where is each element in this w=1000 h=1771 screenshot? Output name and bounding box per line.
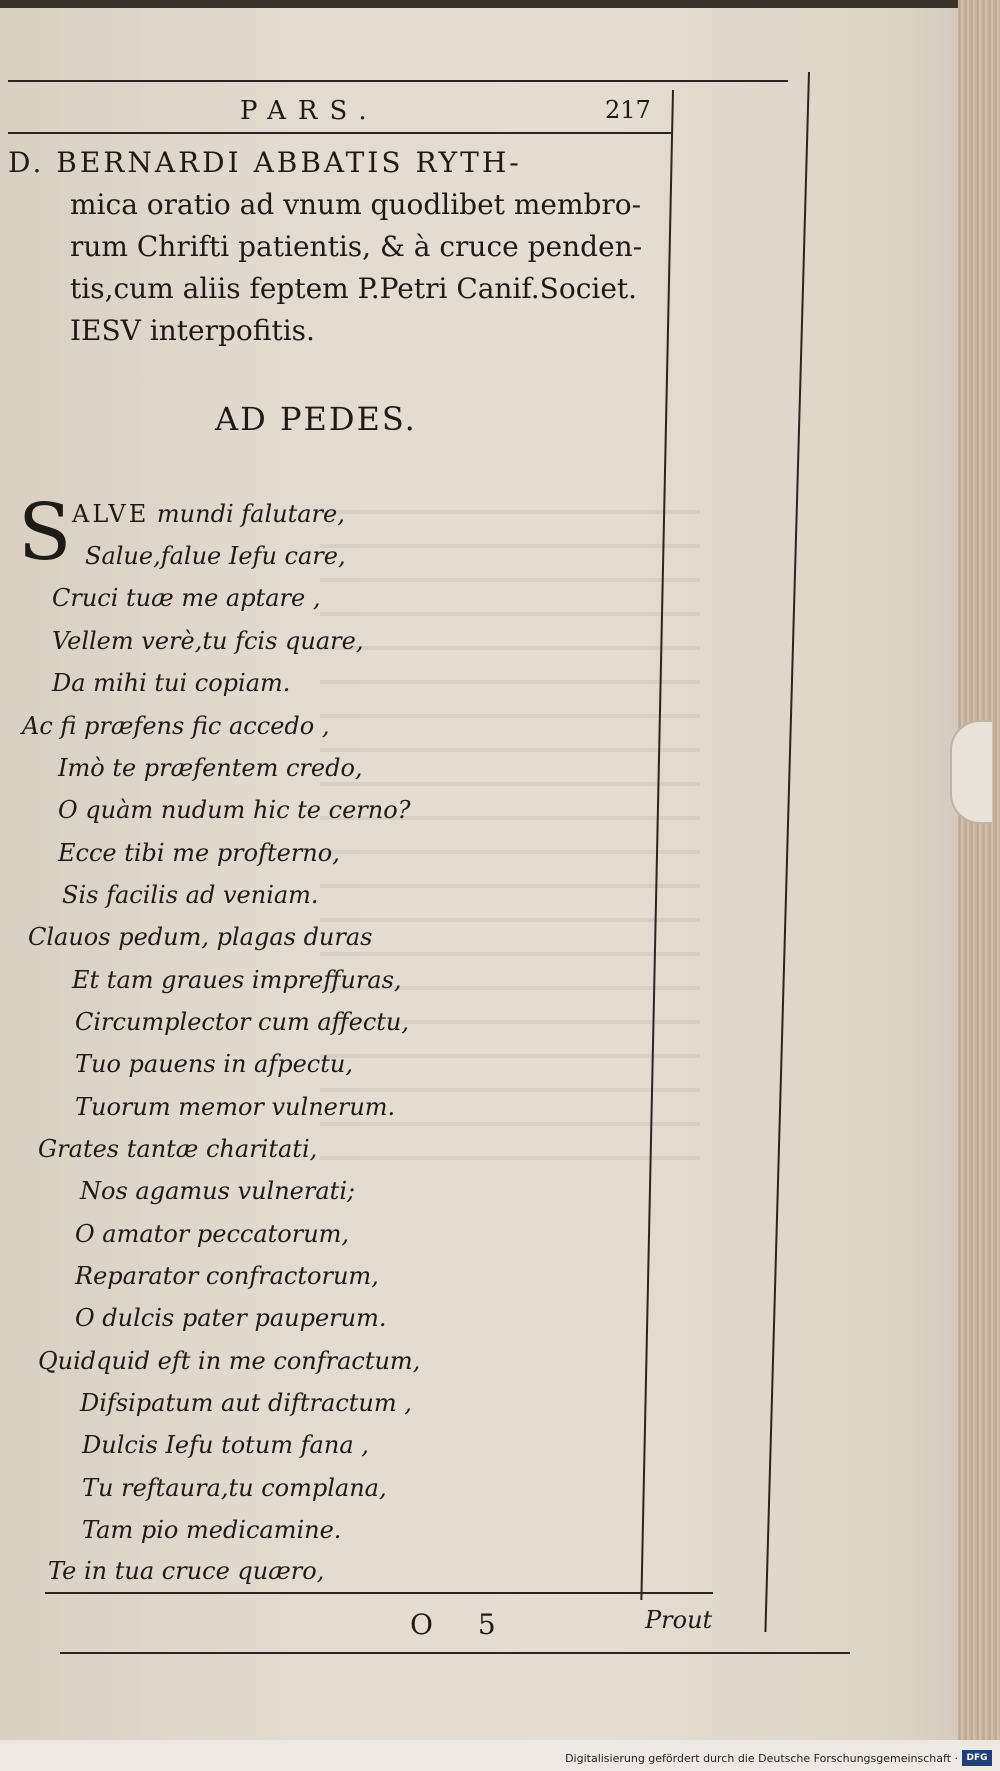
verse-line: Quidquid eft in me confractum, xyxy=(38,1347,421,1375)
header-rule xyxy=(8,132,673,134)
page-top-edge xyxy=(0,0,1000,8)
chapter-title xyxy=(8,142,678,352)
show-through-text xyxy=(320,480,700,1180)
digitization-credit: Digitalisierung gefördert durch die Deutsche Forschungsgemeinschaft · xyxy=(565,1752,958,1765)
running-head: PARS. xyxy=(240,96,379,126)
verse-line: Clauos pedum, plagas duras xyxy=(28,923,373,951)
verse-line: Tuo pauens in afpectu, xyxy=(75,1050,353,1078)
verse-line: Sis facilis ad veniam. xyxy=(62,881,319,909)
title-line: IESV interpofitis. xyxy=(70,314,315,347)
page-number: 217 xyxy=(605,96,651,124)
page-tab-marker xyxy=(950,720,992,824)
verse-line: Ecce tibi me profterno, xyxy=(58,839,340,867)
verse-line: O amator peccatorum, xyxy=(75,1220,350,1248)
catchword: Prout xyxy=(645,1606,713,1634)
verse-line: Reparator confractorum, xyxy=(75,1262,379,1290)
verse-line: Tu reftaura,tu complana, xyxy=(82,1474,387,1502)
verse-line: Dulcis Iefu totum fana , xyxy=(82,1431,369,1459)
verse-line: Et tam graues impreffuras, xyxy=(72,966,402,994)
verse-line: Tuorum memor vulnerum. xyxy=(75,1093,396,1121)
verse-line: Ac fi præfens fic accedo , xyxy=(22,712,330,740)
verse-line: Grates tantæ charitati, xyxy=(38,1135,318,1163)
footer-rule xyxy=(45,1592,713,1594)
title-line: rum Chrifti patientis, & à cruce penden- xyxy=(70,230,643,263)
book-fore-edge xyxy=(958,0,1000,1740)
frame-bottom-rule xyxy=(60,1652,850,1654)
verse-line: Tam pio medicamine. xyxy=(82,1516,342,1544)
drop-cap: S xyxy=(18,488,72,578)
verse-line: Da mihi tui copiam. xyxy=(52,669,291,697)
verse-line: Circumplector cum affectu, xyxy=(75,1008,410,1036)
section-heading: AD PEDES. xyxy=(215,400,417,438)
verse-line: O quàm nudum hic te cerno? xyxy=(58,796,411,824)
verse-line: Imò te præfentem credo, xyxy=(58,754,363,782)
verse-line: Salue,falue Iefu care, xyxy=(85,542,346,570)
frame-top-rule xyxy=(8,80,788,82)
verse-line: Cruci tuæ me aptare , xyxy=(52,584,321,612)
verse-line xyxy=(72,500,345,528)
verse-line: Te in tua cruce quæro, xyxy=(48,1557,325,1585)
verse-line: O dulcis pater pauperum. xyxy=(75,1304,387,1332)
dfg-logo: DFG xyxy=(962,1750,992,1766)
title-line: tis,cum aliis feptem P.Petri Canif.Societ. xyxy=(70,272,638,305)
title-line: mica oratio ad vnum quodlibet membro- xyxy=(70,188,642,221)
verse-first-line-rest: mundi falutare, xyxy=(149,500,345,528)
title-line: D. BERNARDI ABBATIS RYTH- xyxy=(8,146,522,179)
verse-line: Nos agamus vulnerati; xyxy=(80,1177,356,1205)
verse-line: Difsipatum aut diftractum , xyxy=(80,1389,412,1417)
verse-line: Vellem verè,tu fcis quare, xyxy=(52,627,364,655)
frame-right-rule-outer xyxy=(764,72,810,1632)
signature-mark: O 5 xyxy=(410,1608,514,1641)
verse-first-word-caps: ALVE xyxy=(72,500,150,528)
